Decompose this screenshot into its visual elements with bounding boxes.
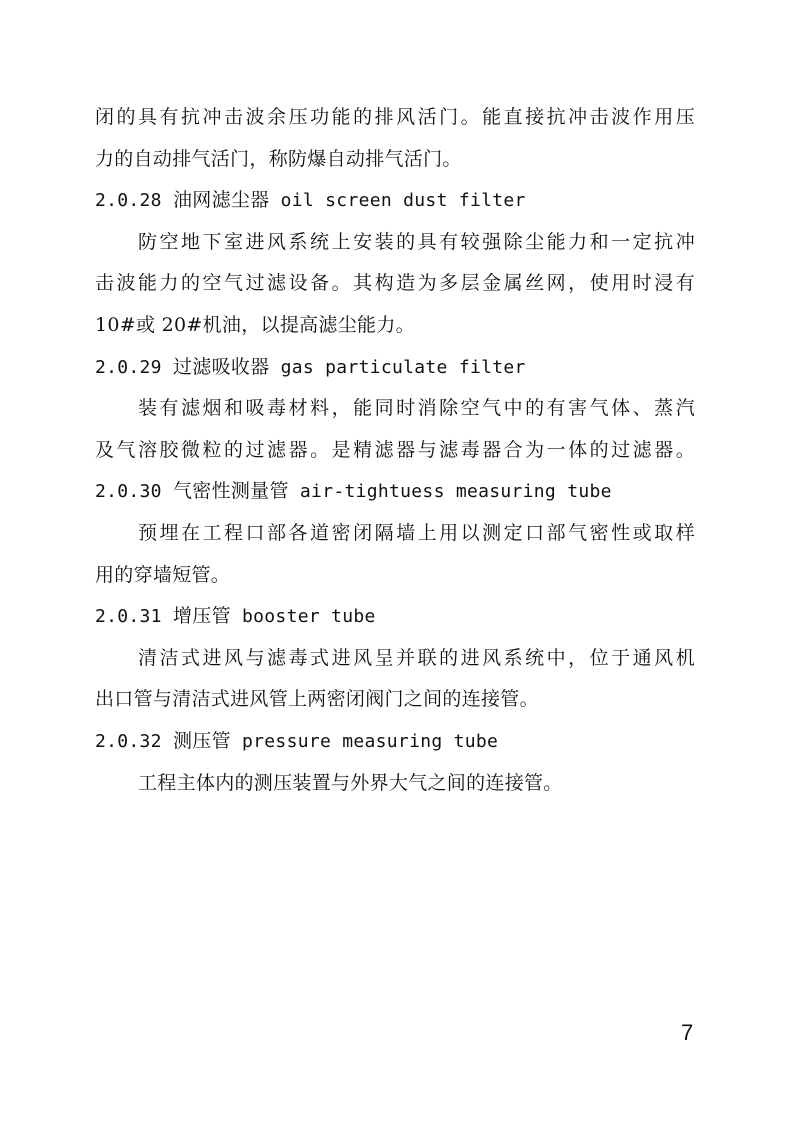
paragraph-line [95, 430, 695, 472]
term-english: pressure measuring tube [242, 730, 499, 752]
paragraph-line [95, 139, 695, 181]
paragraph-line [95, 555, 695, 597]
paragraph-line [95, 763, 695, 805]
paragraph-line [95, 222, 695, 264]
text-line: 防空地下室进风系统上安装的具有较强除尘能力和一定抗冲 [138, 230, 695, 253]
paragraph-line [95, 513, 695, 555]
term-number: 2.0.30 [95, 481, 162, 503]
term-chinese: 油网滤尘器 [172, 189, 270, 212]
text-line: 闭的具有抗冲击波余压功能的排风活门。能直接抗冲击波作用压 [95, 106, 695, 128]
text-line: 10#或 20#机油，以提高滤尘能力。 [95, 313, 415, 336]
text-line: 预埋在工程口部各道密闭隔墙上用以测定口部气密性或取样 [138, 521, 695, 544]
text-line: 清洁式进风与滤毒式进风呈并联的进风系统中，位于通风机 [138, 646, 695, 669]
paragraph-line [95, 679, 695, 721]
term-heading-2-0-28 [95, 180, 695, 222]
term-number: 2.0.29 [95, 356, 162, 378]
paragraph-line [95, 638, 695, 680]
paragraph-line [95, 305, 695, 347]
term-english: booster tube [242, 606, 376, 628]
page-number: 7 [681, 1020, 694, 1045]
term-number: 2.0.28 [95, 190, 162, 212]
text-line: 出口管与清洁式进风管上两密闭阀门之间的连接管。 [95, 688, 539, 711]
text-line: 工程主体内的测压装置与外界大气之间的连接管。 [138, 771, 563, 794]
term-number: 2.0.31 [95, 606, 162, 628]
term-number: 2.0.32 [95, 730, 162, 752]
term-english: oil screen dust filter [280, 190, 526, 212]
term-chinese: 过滤吸收器 [172, 355, 270, 378]
term-heading-2-0-29 [95, 347, 695, 389]
text-line: 及气溶胶微粒的过滤器。是精滤器与滤毒器合为一体的过滤器。 [95, 438, 695, 461]
term-heading-2-0-32 [95, 721, 695, 763]
text-line: 力的自动排气活门，称防爆自动排气活门。 [95, 147, 462, 170]
term-heading-2-0-30 [95, 471, 695, 513]
text-line: 用的穿墙短管。 [95, 563, 231, 586]
term-chinese: 测压管 [172, 729, 231, 752]
term-chinese: 气密性测量管 [172, 480, 289, 503]
text-line: 装有滤烟和吸毒材料，能同时消除空气中的有害气体、蒸汽 [138, 397, 695, 420]
paragraph-line [95, 388, 695, 430]
paragraph-line [95, 263, 695, 305]
term-chinese: 增压管 [172, 605, 231, 628]
term-heading-2-0-31 [95, 596, 695, 638]
document-body [95, 97, 695, 804]
paragraph-line [95, 97, 695, 139]
term-english: air-tightuess measuring tube [299, 481, 612, 503]
text-line: 击波能力的空气过滤设备。其构造为多层金属丝网，使用时浸有 [95, 272, 695, 295]
term-english: gas particulate filter [280, 356, 526, 378]
